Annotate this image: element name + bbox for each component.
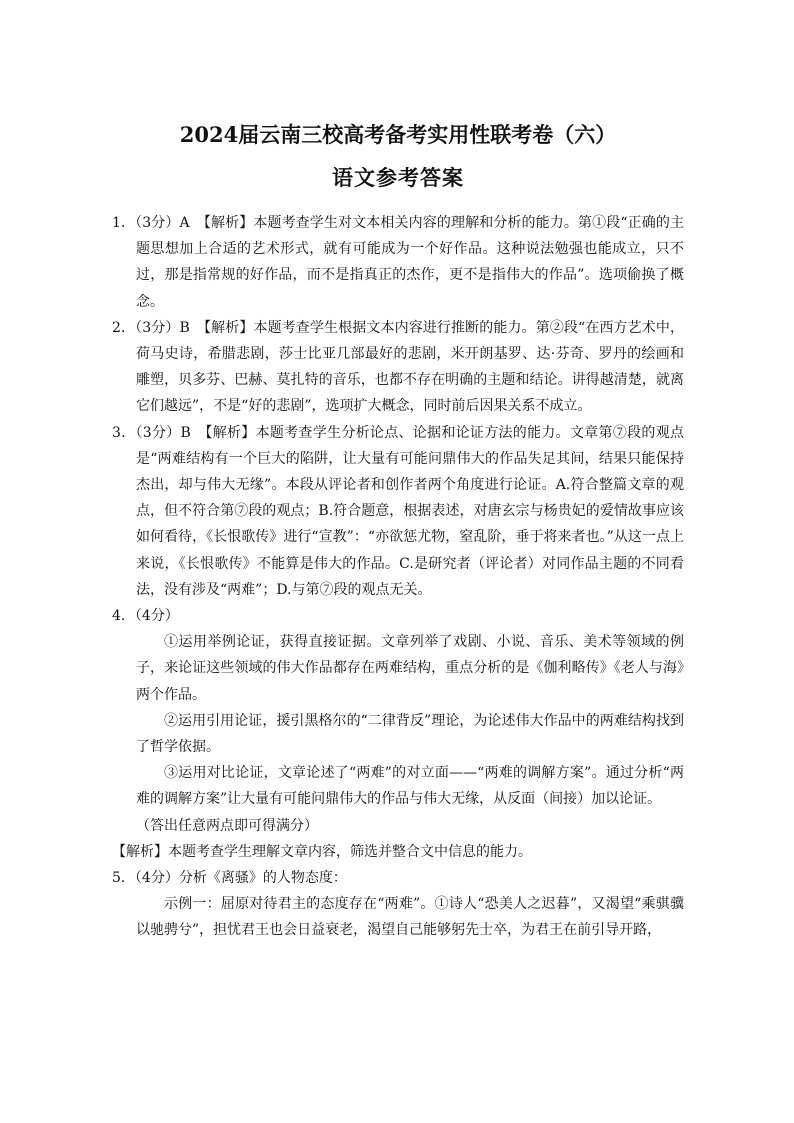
answer-q4-head: 4．（4分）: [112, 608, 179, 625]
answer-q4-analysis: 【解析】本题考查学生理解文章内容，筛选并整合文中信息的能力。: [112, 843, 532, 860]
answer-q4-point2: ②运用引用论证，援引黑格尔的“二律背反”理论，为论述伟大作品中的两难结构找到了哲学依据。: [136, 712, 684, 756]
page-subtitle: 语文参考答案: [332, 165, 464, 190]
answer-q4-point3: ③运用对比论证，文章论述了“两难”的对立面——“两难的调解方案”。通过分析“两难的调解方案”让大量有可能问鼎伟大的作品与伟大无缘，从反面（间接）加以论证。: [136, 765, 684, 808]
answer-q4-point1: ①运用举例论证，获得直接证据。文章列举了戏剧、小说、音乐、美术等领域的例子，来论证这些领域的伟大作品都存在两难结构，重点分析的是《伽利略传》《老人与海》两个作品。: [136, 634, 684, 703]
page-title: 2024届云南三校高考备考实用性联考卷（六）: [179, 122, 617, 147]
answer-q2: 2．（3分）B 【解析】本题考查学生根据文本内容进行推断的能力。第②段“在西方艺术中，荷马史诗，希腊悲剧，莎士比亚几部最好的悲剧，米开朗基罗、达·芬奇、罗丹的绘画和雕塑，贝多芬、巴赫、莫扎特的音乐，也都不存在明确的主题和结论。讲得越清楚，就离它们越远”，不是“好的悲剧”，选项扩大概念，同时前后因果关系不成立。: [112, 319, 684, 415]
answer-body: [112, 210, 684, 944]
answer-q4-note: （答出任意两点即可得满分）: [136, 817, 318, 834]
answer-q5-head: 5．（4分）分析《离骚》的人物态度：: [112, 870, 347, 887]
answer-q1: 1．（3分）A 【解析】本题考查学生对文本相关内容的理解和分析的能力。第①段“正确的主题思想加上合适的艺术形式，就有可能成为一个好作品。这种说法勉强也能成立，只不过，那是指常规的好作品，而不是指真正的杰作，更不是指伟大的作品”。选项偷换了概念。: [112, 215, 684, 310]
answer-q5-example: 示例一：屈原对待君主的态度存在“两难”。①诗人“恐美人之迟暮”，又渴望“乘骐骥以驰骋兮”，担忧君王也会日益衰老，渴望自己能够躬先士卒，为君王在前引导开路，: [136, 896, 684, 939]
answer-q3: 3．（3分）B 【解析】本题考查学生分析论点、论据和论证方法的能力。文章第⑦段的观点是“两难结构有一个巨大的陷阱，让大量有可能问鼎伟大的作品失足其间，结果只能保持杰出，却与伟大无缘”。本段从评论者和创作者两个角度进行论证。A.符合整篇文章的观点，但不符合第⑦段的观点；B.符合题意，根据表述，对唐玄宗与杨贵妃的爱情故事应该如何看待，《长恨歌传》进行“宣教”：“亦欲惩尤物，窒乱阶，垂于将来者也。”从这一点上来说，《长恨歌传》不能算是伟大的作品。C.是研究者（评论者）对同作品主题的不同看法，没有涉及“两难”；D.与第⑦段的观点无关。: [112, 424, 684, 598]
